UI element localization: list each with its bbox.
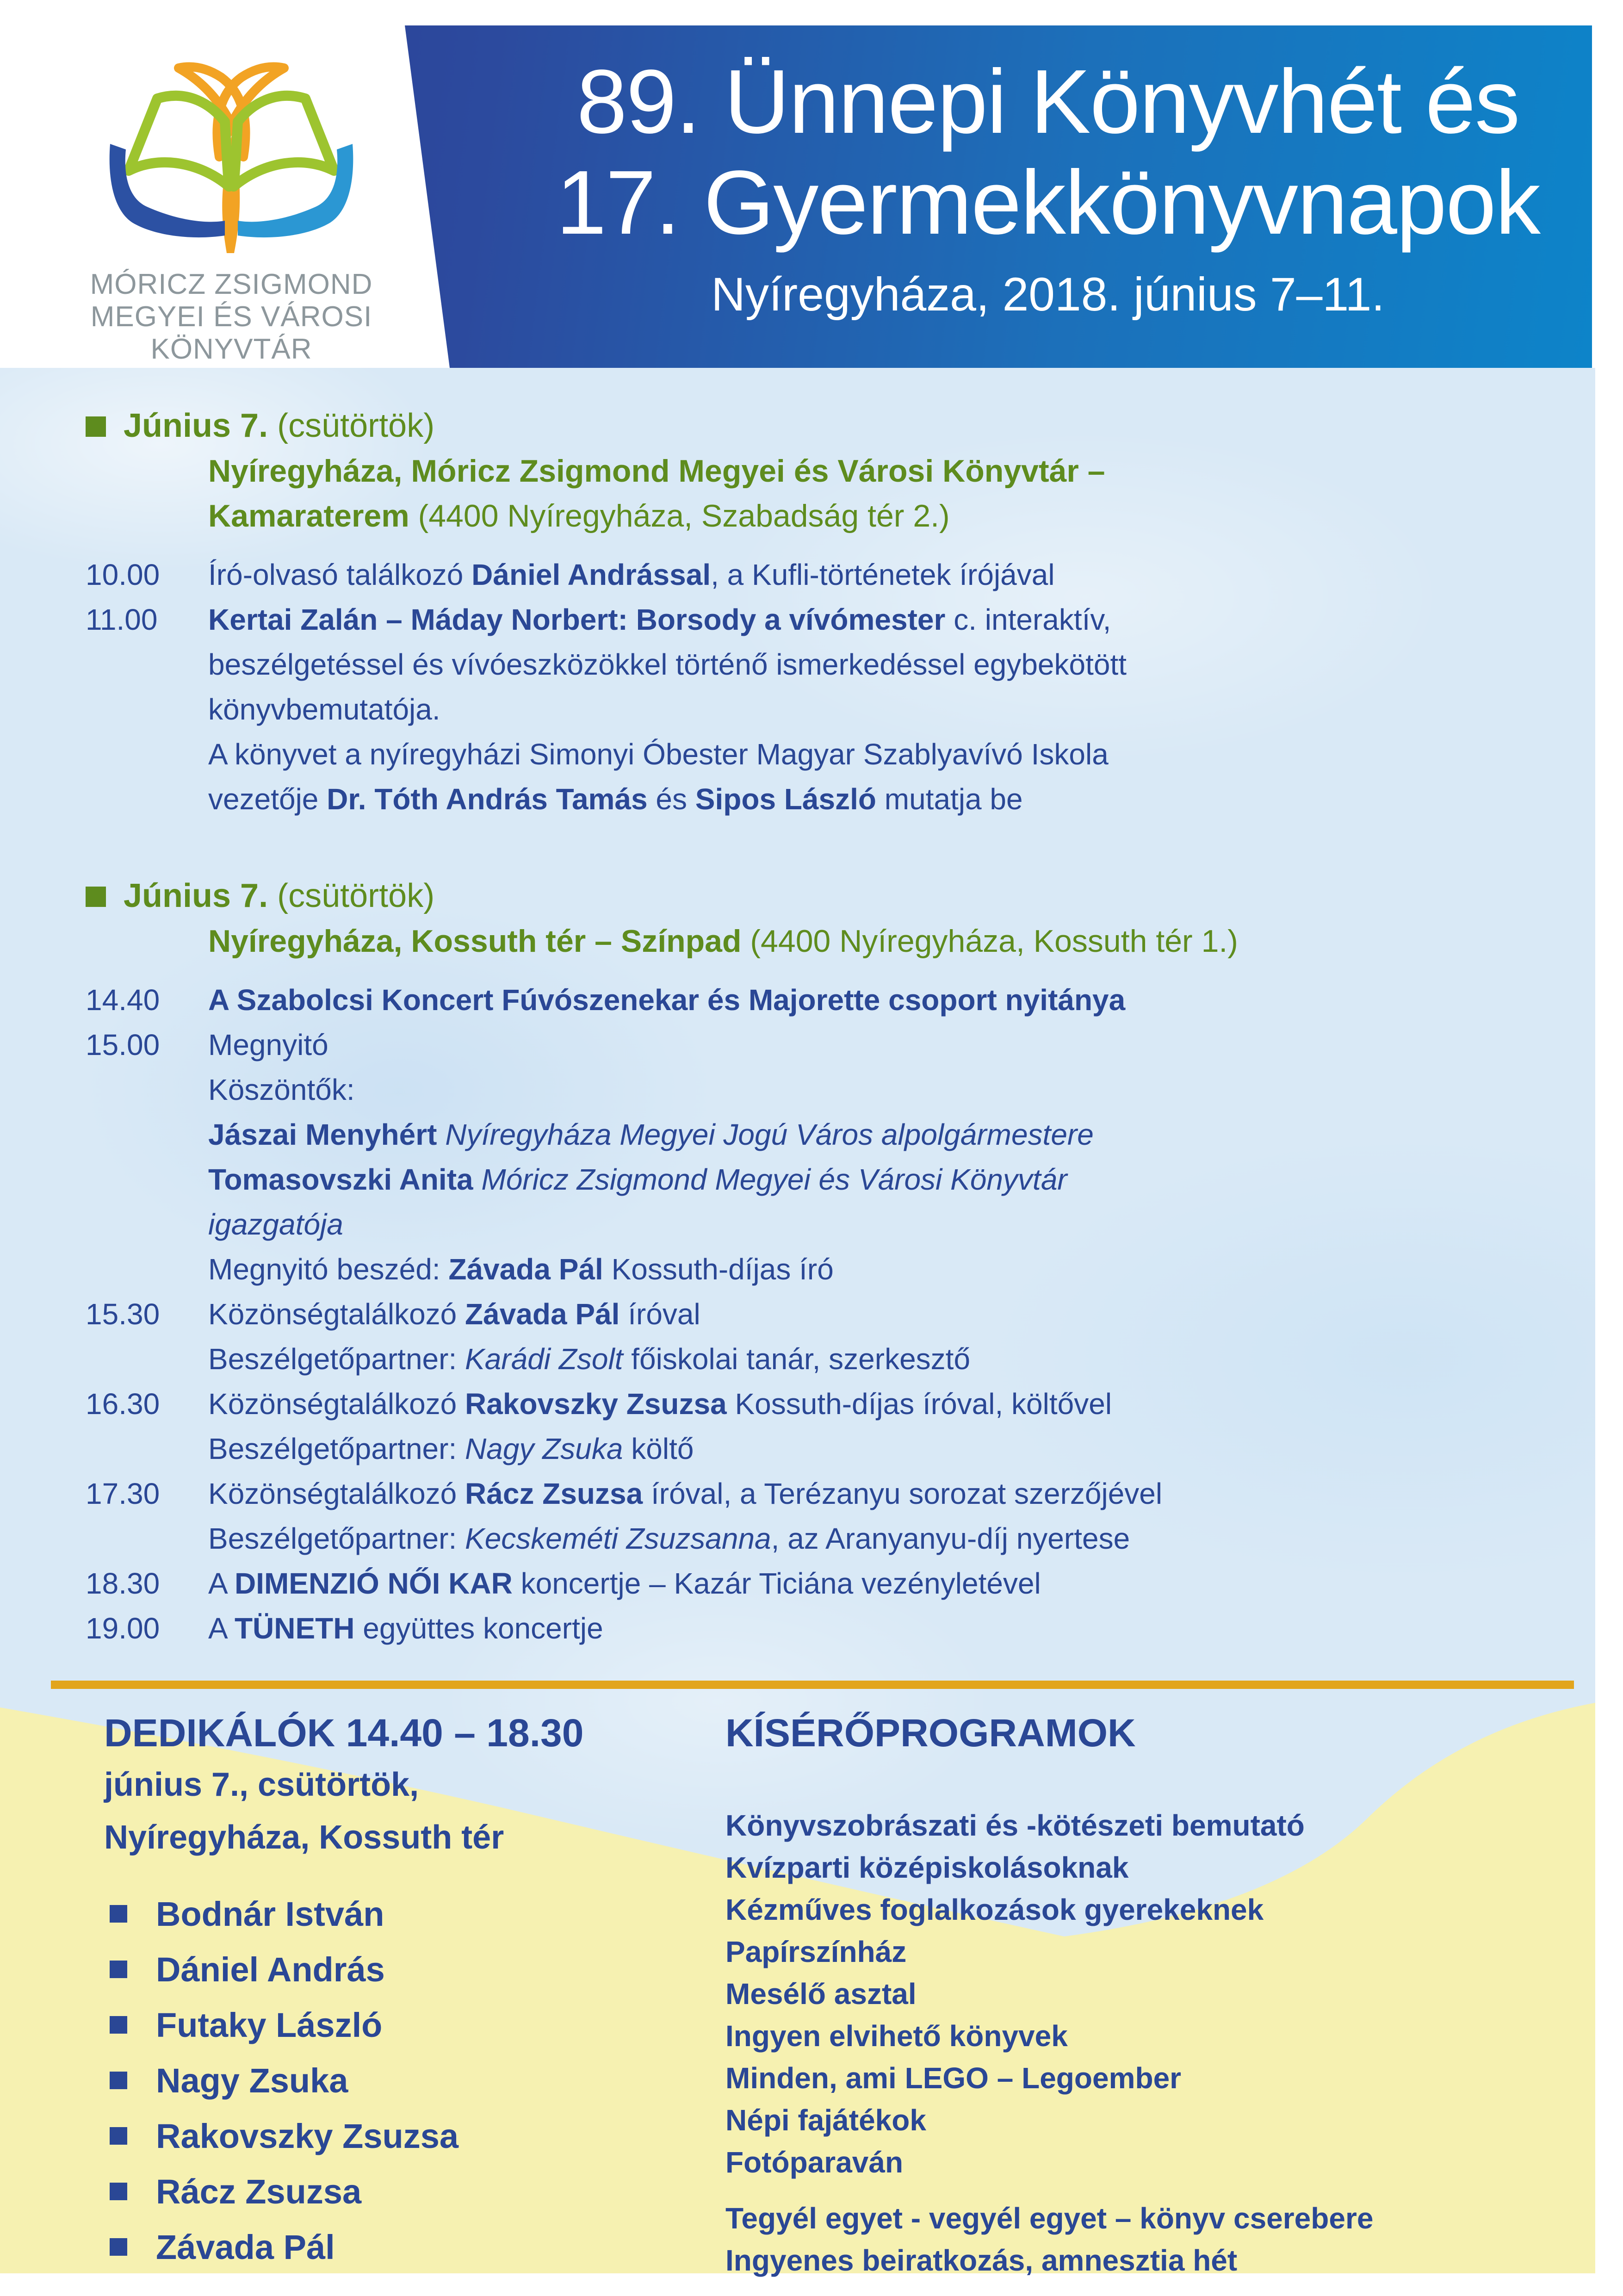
text-segment: Móricz Zsigmond Megyei és Városi Könyvtár: [481, 1163, 1067, 1196]
text-segment: TÜNETH: [234, 1612, 355, 1645]
dedications-date: június 7., csütörtök,: [104, 1766, 419, 1803]
side-program-item: Népi fajátékok: [725, 2104, 926, 2137]
dedication-name-row: [104, 2108, 719, 2164]
event-line: [208, 1157, 1585, 1202]
event-row: [86, 1471, 1585, 1561]
event-row: [86, 1023, 1585, 1292]
text-segment: Nyíregyháza, Móricz Zsigmond Megyei és Városi Könyvtár –: [208, 453, 1105, 489]
event-line: [208, 1516, 1585, 1561]
text-segment: Közönségtalálkozó: [208, 1297, 465, 1331]
text-segment: könyvbemutatója.: [208, 693, 440, 726]
event-line: [208, 687, 1585, 732]
section-location: [208, 919, 1585, 964]
dedication-name-row: [104, 1942, 719, 1997]
text-segment: Nyíregyháza Megyei Jogú Város alpolgármestere: [445, 1118, 1094, 1151]
text-segment: Közönségtalálkozó: [208, 1387, 465, 1421]
dedication-name-row: [104, 2053, 719, 2108]
text-segment: A: [208, 1567, 235, 1600]
blue-square-bullet-icon: [110, 1905, 127, 1923]
event-line: [208, 1427, 1585, 1471]
text-segment: vezetője: [208, 782, 327, 816]
event-line: [208, 1067, 1585, 1112]
text-segment: együttes koncertje: [354, 1612, 603, 1645]
event-description: [208, 978, 1585, 1023]
side-program-item: Ingyen elvihető könyvek: [725, 2019, 1068, 2053]
program-schedule: [86, 403, 1585, 1651]
side-program-item: Papírszínház: [725, 1935, 907, 1968]
header-title-line2: 17. Gyermekkönyvnapok: [556, 152, 1540, 253]
event-time: 18.30: [86, 1567, 160, 1600]
event-description: [208, 1471, 1585, 1561]
blue-square-bullet-icon: [110, 2127, 127, 2145]
text-segment: Beszélgetőpartner:: [208, 1432, 465, 1465]
text-segment: c. interaktív,: [945, 603, 1111, 636]
text-segment: íróval: [619, 1297, 700, 1331]
dedication-name: Rácz Zsuzsa: [156, 2172, 362, 2211]
text-segment: Kossuth-díjas író: [603, 1253, 834, 1286]
event-line: [208, 732, 1585, 777]
text-segment: [437, 1118, 445, 1151]
header-text-block: [532, 25, 1564, 329]
text-segment: beszélgetéssel és vívóeszközökkel történő ismerkedéssel egybekötött: [208, 648, 1127, 681]
text-segment: Közönségtalálkozó: [208, 1477, 465, 1510]
header-subtitle: Nyíregyháza, 2018. június 7–11.: [711, 268, 1385, 321]
dedication-name: Rakovszky Zsuzsa: [156, 2116, 459, 2155]
side-program-item: Kézműves foglalkozások gyerekeknek: [725, 1893, 1264, 1926]
dedication-name-row: [104, 2219, 719, 2275]
event-time: 15.00: [86, 1028, 160, 1061]
event-line: [208, 1202, 1585, 1247]
text-segment: főiskolai tanár, szerkesztő: [623, 1342, 971, 1376]
side-program-item: Tegyél egyet - vegyél egyet – könyv cserebere: [725, 2202, 1374, 2235]
text-segment: [473, 1163, 482, 1196]
logo-text-line2: MEGYEI ÉS VÁROSI: [90, 301, 372, 333]
text-segment: Kamaraterem: [208, 498, 409, 534]
logo-text-line3: KÖNYVTÁR: [150, 333, 312, 365]
text-segment: Sipos László: [695, 782, 876, 816]
text-segment: és: [647, 782, 695, 816]
event-line: [208, 1112, 1585, 1157]
program-section: [86, 873, 1585, 1651]
text-segment: Beszélgetőpartner:: [208, 1342, 465, 1376]
text-segment: igazgatója: [208, 1208, 343, 1241]
library-logo: [88, 44, 375, 366]
event-row: [86, 1382, 1585, 1471]
text-segment: költő: [623, 1432, 694, 1465]
text-segment: Závada Pál: [448, 1253, 603, 1286]
side-programs-list: [725, 1805, 1595, 2282]
event-row: [86, 552, 1585, 597]
event-description: [208, 597, 1585, 822]
text-segment: Nyíregyháza, Kossuth tér – Színpad: [208, 924, 742, 959]
text-segment: Kossuth-díjas íróval, költővel: [726, 1387, 1112, 1421]
event-line: [208, 1023, 1585, 1067]
dedication-name: Nagy Zsuka: [156, 2061, 348, 2100]
side-program-item: Minden, ami LEGO – Legoember: [725, 2061, 1182, 2095]
logo-text-line1: MÓRICZ ZSIGMOND: [90, 268, 373, 300]
text-segment: Köszöntők:: [208, 1073, 355, 1106]
text-segment: Rácz Zsuzsa: [465, 1477, 643, 1510]
text-segment: Rakovszky Zsuzsa: [465, 1387, 727, 1421]
text-segment: Kecskeméti Zsuzsanna: [465, 1522, 771, 1555]
event-description: [208, 1292, 1585, 1382]
event-line: [208, 1471, 1585, 1516]
section-date: Június 7.: [124, 407, 268, 444]
side-program-item: Könyvszobrászati és -kötészeti bemutató: [725, 1809, 1305, 1842]
event-line: [208, 1382, 1585, 1427]
program-section: [86, 403, 1585, 822]
event-time: 17.30: [86, 1477, 160, 1510]
event-row: [86, 1561, 1585, 1606]
event-line: [208, 642, 1585, 687]
text-segment: (4400 Nyíregyháza, Szabadság tér 2.): [409, 498, 950, 534]
event-line: [208, 1561, 1585, 1606]
text-segment: Dr. Tóth András Tamás: [327, 782, 648, 816]
blue-square-bullet-icon: [110, 2183, 127, 2200]
text-segment: , az Aranyanyu-díj nyertese: [771, 1522, 1130, 1555]
section-date-heading: [86, 873, 1585, 919]
header-title-line1: 89. Ünnepi Könyvhét és: [576, 51, 1519, 152]
text-segment: Író-olvasó találkozó: [208, 558, 472, 591]
event-row: [86, 1606, 1585, 1651]
event-time: 11.00: [86, 603, 158, 636]
dedication-name: Závada Pál: [156, 2228, 335, 2266]
text-segment: Beszélgetőpartner:: [208, 1522, 465, 1555]
text-segment: Kertai Zalán – Máday Norbert: Borsody a vívómester: [208, 603, 946, 636]
event-time: 14.40: [86, 983, 160, 1017]
blue-square-bullet-icon: [110, 2072, 127, 2089]
dedication-name-row: [104, 1886, 719, 1942]
event-row: [86, 1292, 1585, 1382]
side-program-item: Kvízparti középiskolásoknak: [725, 1851, 1129, 1884]
event-line: [208, 777, 1585, 822]
side-program-item: Mesélő asztal: [725, 1977, 917, 2011]
blue-square-bullet-icon: [110, 1961, 127, 1978]
side-program-item: Fotóparaván: [725, 2146, 904, 2179]
dedication-name: Dániel András: [156, 1950, 385, 1989]
event-row: [86, 597, 1585, 822]
open-book-logo-icon: [88, 44, 375, 261]
section-location: [208, 449, 1585, 539]
text-segment: Závada Pál: [465, 1297, 620, 1331]
event-time: 15.30: [86, 1297, 160, 1331]
location-line: [208, 449, 1585, 494]
event-time: 10.00: [86, 558, 160, 591]
text-segment: Nagy Zsuka: [465, 1432, 623, 1465]
event-description: [208, 1382, 1585, 1471]
text-segment: mutatja be: [876, 782, 1023, 816]
text-segment: A könyvet a nyíregyházi Simonyi Óbester Magyar Szablyavívó Iskola: [208, 738, 1109, 771]
event-time: 19.00: [86, 1612, 160, 1645]
section-day: (csütörtök): [268, 407, 435, 444]
logo-text: [88, 268, 375, 366]
green-square-bullet-icon: [86, 887, 106, 907]
blue-square-bullet-icon: [110, 2016, 127, 2034]
gold-divider: [51, 1681, 1574, 1689]
text-segment: (4400 Nyíregyháza, Kossuth tér 1.): [741, 924, 1238, 959]
event-line: [208, 1247, 1585, 1292]
green-square-bullet-icon: [86, 416, 106, 437]
text-segment: Jászai Menyhért: [208, 1118, 437, 1151]
text-segment: DIMENZIÓ NŐI KAR: [234, 1567, 513, 1600]
location-line: [208, 919, 1585, 964]
section-date: Június 7.: [124, 877, 268, 914]
dedications-column: [104, 1707, 719, 2275]
text-segment: koncertje – Kazár Ticiána vezényletével: [512, 1567, 1041, 1600]
text-segment: A Szabolcsi Koncert Fúvószenekar és Majorette csoport nyitánya: [208, 983, 1126, 1017]
event-time: 16.30: [86, 1387, 160, 1421]
text-segment: Karádi Zsolt: [465, 1342, 623, 1376]
text-segment: A: [208, 1612, 235, 1645]
side-program-item: Ingyenes beiratkozás, amnesztia hét: [725, 2244, 1238, 2277]
section-date-heading: [86, 403, 1585, 449]
text-segment: íróval, a Terézanyu sorozat szerzőjével: [643, 1477, 1163, 1510]
dedication-name-row: [104, 2164, 719, 2219]
event-line: [208, 597, 1585, 642]
event-row: [86, 978, 1585, 1023]
event-description: [208, 552, 1585, 597]
text-segment: Tomasovszki Anita: [208, 1163, 473, 1196]
event-line: [208, 978, 1585, 1023]
blue-square-bullet-icon: [110, 2238, 127, 2256]
side-programs-title: KÍSÉRŐPROGRAMOK: [725, 1711, 1136, 1755]
side-programs-column: [725, 1707, 1595, 2282]
event-description: [208, 1561, 1585, 1606]
event-line: [208, 552, 1585, 597]
dedications-place: Nyíregyháza, Kossuth tér: [104, 1819, 504, 1856]
dedication-name: Futaky László: [156, 2005, 383, 2044]
dedication-name-row: [104, 1997, 719, 2053]
text-segment: Megnyitó: [208, 1028, 328, 1061]
event-line: [208, 1292, 1585, 1337]
text-segment: Megnyitó beszéd:: [208, 1253, 449, 1286]
text-segment: Dániel Andrással: [471, 558, 711, 591]
event-line: [208, 1337, 1585, 1382]
event-line: [208, 1606, 1585, 1651]
dedications-title: DEDIKÁLÓK 14.40 – 18.30: [104, 1711, 584, 1755]
dedication-name: Bodnár István: [156, 1894, 384, 1933]
text-segment: , a Kufli-történetek írójával: [711, 558, 1055, 591]
event-description: [208, 1606, 1585, 1651]
location-line: [208, 494, 1585, 539]
dedications-name-list: [104, 1886, 719, 2275]
event-description: [208, 1023, 1585, 1292]
section-day: (csütörtök): [268, 877, 435, 914]
